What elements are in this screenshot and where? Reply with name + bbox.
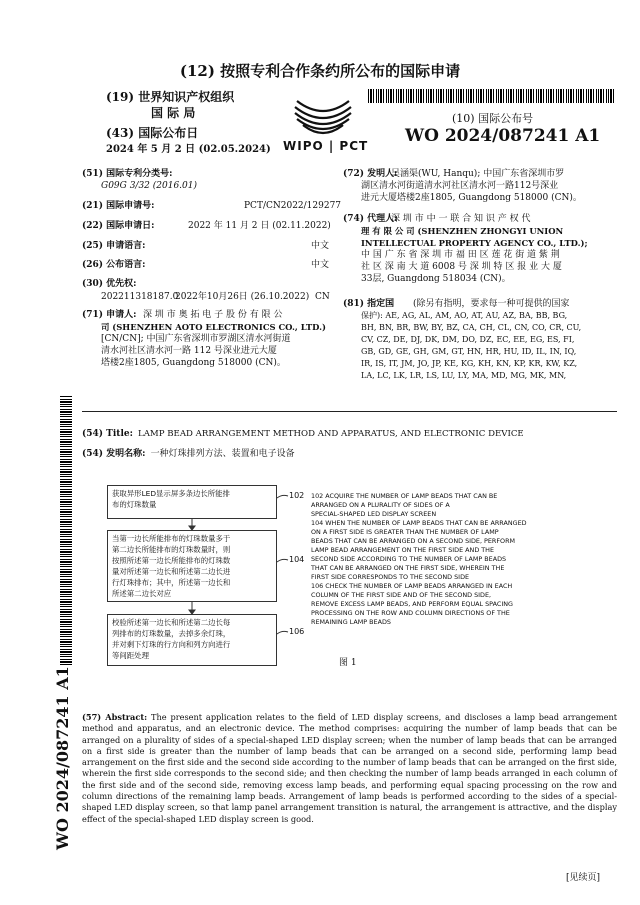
legend-line: REMAINING LAMP BEADS [311, 618, 391, 626]
legend-line: 102 ACQUIRE THE NUMBER OF LAMP BEADS THAT CAN BE [311, 492, 498, 500]
agent-line: 33层, Guangdong 518034 (CN)。 [361, 274, 511, 284]
step-106-line: 校验所述第一边长和所述第二边长每 [112, 618, 231, 627]
pub-lang-value: 中文 [311, 260, 330, 270]
legend-line: COLUMN OF THE FIRST SIDE AND OF THE SECOND SIDE, [311, 591, 492, 599]
leader-104 [277, 559, 288, 562]
inventor-line: 吴涵渠(WU, Hanqu); 中国广东省深圳市罗 [391, 169, 565, 179]
wipo-logo [283, 95, 369, 155]
pub-no: WO 2024/087241 A1 [405, 126, 601, 146]
step-102-line: 获取异形LED显示屏多条边长所能排 [112, 489, 230, 498]
figure-legend [311, 492, 527, 627]
filing-lang-label: (25) 申请语言: [82, 241, 146, 251]
document-title: (12) 按照专利合作条约所公布的国际申请 [179, 62, 461, 80]
step-104-line: 所述第二边长对应 [112, 589, 172, 598]
filing-date-value: 2022 年 11 月 2 日 (02.11.2022) [188, 221, 331, 231]
org-bureau: 国 际 局 [151, 106, 196, 120]
abstract-text: The present application relates to the field of LED display screens, and discloses a lamp bead arrangement method and apparatus, and an electronic device. The method comprises: acquiring the number of lamp beads that can be arranged on a plurality of sides of a special-shaped LED display screen; when the number of lamp beads that can be arranged on a first side is greater than the number of lamp beads that can be arranged on a second side, performing lamp bead arrangement on the first side and the second side according to the number of lamp beads that can be arranged on the first side, wherein the first side corresponds to the second side; and then checking the number of lamp beads arranged in each column of the first side and of the second side, removing excess lamp beads, and performing equal spacing processing on the row and column directions of the remaining lamp beads. Arrangement of lamp beads is performed according to the sides of a special-shaped LED display screen, so that lamp panel arrangement transition is natural, the arrangement is attractive, and the display effect of the special-shaped LED display screen is good. [82, 712, 618, 824]
figure-caption: 图 1 [339, 658, 357, 668]
priority-date: 2022年10月26日 (26.10.2022) [175, 292, 310, 302]
legend-line: ARRANGED ON A PLURALITY OF SIDES OF A [311, 501, 450, 509]
title-en-label: (54) Title: [82, 429, 133, 439]
agent-label: (74) 代理人: [343, 214, 398, 224]
states-line: 保护): AE, AG, AL, AM, AO, AT, AU, AZ, BA, BB, BG, [361, 311, 568, 320]
ref-106: 106 [289, 627, 305, 636]
step-104-line: 当第一边长所能排布的灯珠数量多于 [112, 534, 231, 543]
app-no-label: (21) 国际申请号: [82, 201, 155, 211]
legend-line: LAMP BEAD ARRANGEMENT ON THE FIRST SIDE AND THE [311, 546, 495, 554]
org-name: (19) 世界知识产权组织 [106, 90, 235, 104]
pub-no-label: (10) 国际公布号 [452, 112, 534, 125]
legend-line: FIRST SIDE CORRESPONDS TO THE SECOND SIDE [311, 573, 470, 581]
ref-102: 102 [289, 491, 305, 500]
abstract-label: (57) Abstract: [82, 712, 148, 722]
app-no-value: PCT/CN2022/129277 [244, 201, 342, 211]
pub-date-label: (43) 国际公布日 [106, 126, 199, 140]
step-106-line: 等间距处理 [112, 651, 149, 660]
top-barcode [368, 89, 616, 103]
arrowhead-icon [189, 526, 195, 530]
agent-line: INTELLECTUAL PROPERTY AGENCY CO., LTD.); [361, 238, 588, 248]
states-block [343, 298, 618, 382]
step-104-line: 量对所述第一边长和所述第二边长进 [112, 567, 231, 576]
pub-date: 2024 年 5 月 2 日 (02.05.2024) [106, 144, 271, 155]
filing-lang-value: 中文 [311, 241, 330, 251]
title-cn: 一种灯珠排列方法、装置和电子设备 [150, 449, 295, 459]
legend-line: 104 WHEN THE NUMBER OF LAMP BEADS THAT CAN BE ARRANGED [311, 519, 527, 527]
wipo-pct-text: WIPO | PCT [283, 139, 369, 153]
agent-block [343, 213, 611, 285]
states-line: (除另有指明，要求每一种可提供的国家 [413, 299, 570, 309]
legend-line: REMOVE EXCESS LAMP BEADS, AND PERFORM EQUAL SPACING [311, 600, 513, 608]
states-line: CV, CZ, DE, DJ, DK, DM, DO, DZ, EC, EE, EG, ES, FI, [361, 335, 575, 344]
step-104-line: 按照所述第一边长所能排布的灯珠数 [112, 556, 231, 565]
inventor-line: 进元大厦塔楼2座1805, Guangdong 518000 (CN)。 [361, 193, 582, 203]
applicant-line: 司 (SHENZHEN AOTO ELECTRONICS CO., LTD.) [101, 322, 326, 332]
step-104-line: 行灯珠排布；其中，所述第一边长和 [112, 578, 231, 587]
ipc-label: (51) 国际专利分类号: [82, 169, 173, 179]
states-line: LA, LC, LK, LR, LS, LU, LY, MA, MD, MG, MK, MN, [361, 371, 567, 380]
step-104-line: 第二边长所能排布的灯珠数量时，则 [112, 545, 231, 554]
legend-line: SPECIAL-SHAPED LED DISPLAY SCREEN [311, 510, 437, 518]
priority-no: 202211318187.0 [101, 292, 179, 302]
states-line: IR, IS, IT, JM, JO, JP, KE, KG, KH, KN, KP, KR, KW, KZ, [361, 359, 578, 368]
applicant-line: 清水河社区清水河一路 112 号深业进元大厦 [101, 346, 277, 356]
divider [82, 411, 617, 412]
continued-marker: [见续页] [566, 873, 601, 883]
ref-104: 104 [289, 555, 305, 564]
states-line: BH, BN, BR, BW, BY, BZ, CA, CH, CL, CN, CO, CR, CU, [361, 323, 582, 332]
applicant-line: [CN/CN]; 中国广东省深圳市罗湖区清水河街道 [101, 334, 291, 344]
title-en-row [82, 421, 524, 440]
step-106-line: 列排布的灯珠数量，去掉多余灯珠， [112, 629, 231, 638]
legend-line: SECOND SIDE ACCORDING TO THE NUMBER OF LAMP BEADS [311, 555, 507, 563]
title-cn-label: (54) 发明名称: [82, 449, 146, 459]
legend-line: THAT CAN BE ARRANGED ON THE FIRST SIDE, WHEREIN THE [311, 564, 505, 572]
title-en: LAMP BEAD ARRANGEMENT METHOD AND APPARATUS, AND ELECTRONIC DEVICE [138, 429, 524, 439]
leader-106 [277, 631, 288, 634]
states-line: GB, GD, GE, GH, GM, GT, HN, HR, HU, ID, IL, IN, IQ, [361, 347, 577, 356]
priority-country: CN [315, 292, 330, 302]
priority-label: (30) 优先权: [82, 279, 137, 289]
ipc-value: G09G 3/32 (2016.01) [101, 181, 198, 191]
filing-date-label: (22) 国际申请日: [82, 221, 155, 231]
states-label: (81) 指定国 [343, 299, 395, 309]
flow-connectors [100, 480, 320, 680]
abstract [82, 712, 617, 825]
legend-line: ON A FIRST SIDE IS GREATER THAN THE NUMBER OF LAMP [311, 528, 499, 536]
inventor-line: 湖区清水河街道清水河社区清水河一路112号深业 [361, 181, 559, 191]
legend-line: BEADS THAT CAN BE ARRANGED ON A SECOND SIDE, PERFORM [311, 537, 516, 545]
side-pub-no: WO 2024/087241 A1 [53, 666, 72, 850]
agent-line: 理 有 限 公 司 (SHENZHEN ZHONGYI UNION [361, 226, 564, 236]
applicant-label: (71) 申请人: [82, 310, 137, 320]
step-106-line: 并对剩下灯珠的行方向和列方向进行 [112, 640, 231, 649]
applicant-block [101, 309, 334, 369]
leader-102 [277, 495, 288, 498]
step-102-line: 布的灯珠数量 [112, 500, 157, 509]
agent-line: 中 国 广 东 省 深 圳 市 福 田 区 莲 花 街 道 紫 荆 [361, 250, 560, 260]
inventor-label: (72) 发明人: [343, 169, 398, 179]
agent-line: 深 圳 市 中 一 联 合 知 识 产 权 代 [391, 214, 531, 224]
side-barcode [60, 395, 72, 665]
pub-lang-label: (26) 公布语言: [82, 260, 146, 270]
applicant-line: 深 圳 市 奥 拓 电 子 股 份 有 限 公 [143, 310, 283, 320]
agent-line: 社 区 深 南 大 道 6008 号 深 圳 特 区 报 业 大 厦 [361, 262, 562, 272]
applicant-line: 塔楼2座1805, Guangdong 518000 (CN)。 [101, 358, 286, 368]
legend-line: 106 CHECK THE NUMBER OF LAMP BEADS ARRANGED IN EACH [311, 582, 513, 590]
title-cn-row [82, 441, 295, 460]
legend-line: PROCESSING ON THE ROW AND COLUMN DIRECTIONS OF THE [311, 609, 510, 617]
inventor-block [343, 168, 611, 204]
arrowhead-icon [189, 610, 195, 614]
